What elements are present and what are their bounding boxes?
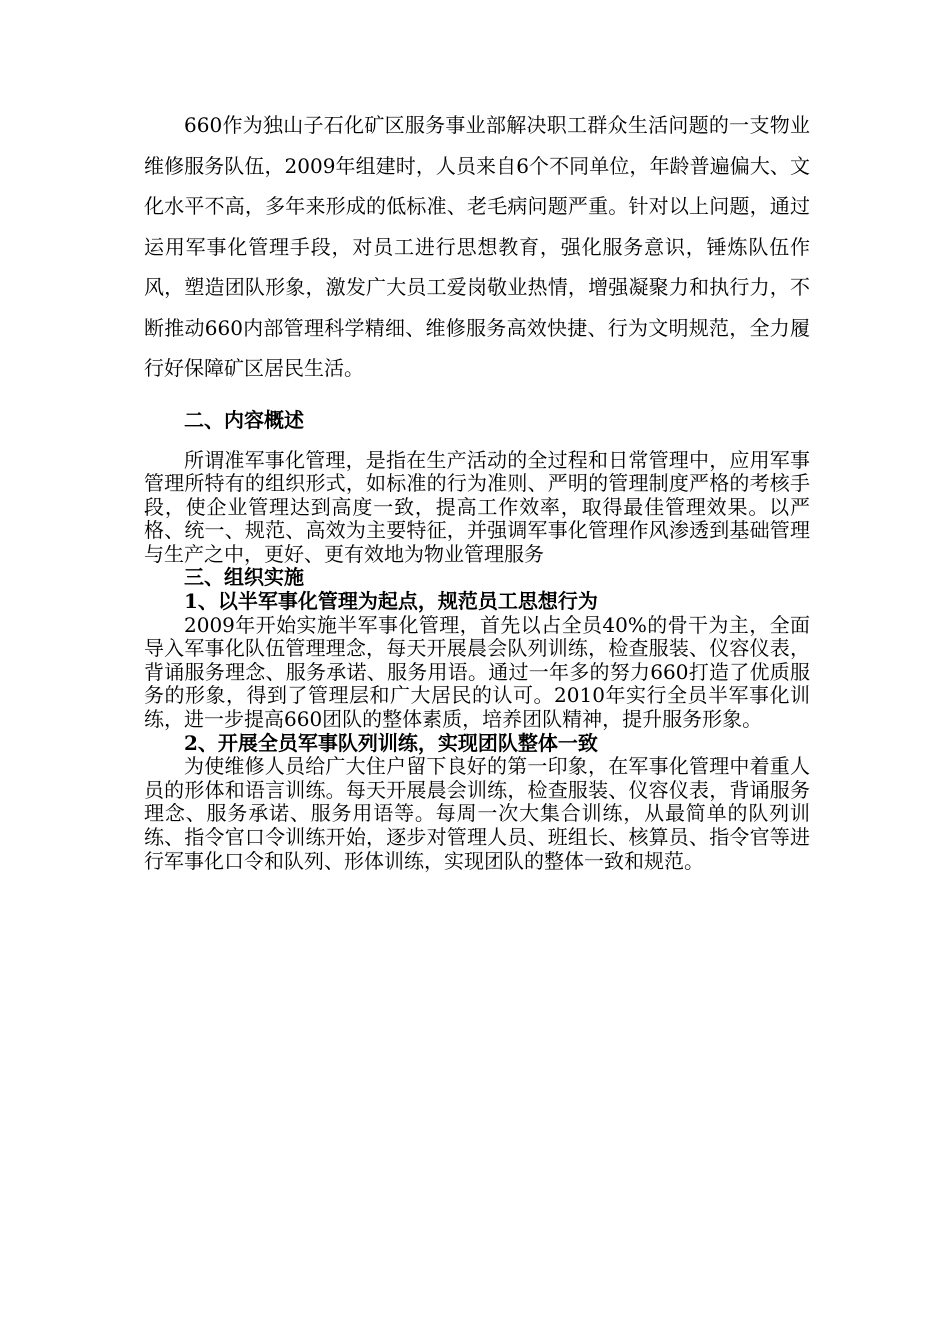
section-heading-implementation: 三、组织实施 xyxy=(184,565,304,590)
content-overview-paragraph: 所谓准军事化管理，是指在生产活动的全过程和日常管理中，应用军事管理所特有的组织形式，如标准的行为准则、严明的管理制度严格的考核手段，使企业管理达到高度一致，提高工作效率，取得最佳管理效果。以严格、统一、规范、高效为主要特征，并强调军事化管理作风渗透到基础管理与生产之中，更好、更有效地为物业管理服务 xyxy=(144,447,810,566)
subsection-heading-drill-training: 2、开展全员军事队列训练，实现团队整体一致 xyxy=(184,730,598,755)
semi-military-paragraph: 2009年开始实施半军事化管理，首先以占全员40%的骨干为主，全面导入军事化队伍管理理念，每天开展晨会队列训练，检查服装、仪容仪表，背诵服务理念、服务承诺、服务用语。通过一年多的努力660打造了优质服务的形象，得到了管理层和广大居民的认可。2010年实行全员半军事化训练，进一步提高660团队的整体素质，培养团队精神，提升服务形象。 xyxy=(144,612,810,732)
intro-paragraph: 660作为独山子石化矿区服务事业部解决职工群众生活问题的一支物业维修服务队伍，2009年组建时，人员来自6个不同单位，年龄普遍偏大、文化水平不高，多年来形成的低标准、老毛病问题严重。针对以上问题，通过运用军事化管理手段，对员工进行思想教育，强化服务意识，锤炼队伍作风，塑造团队形象，激发广大员工爱岗敬业热情，增强凝聚力和执行力，不断推动660内部管理科学精细、维修服务高效快捷、行为文明规范，全力履行好保障矿区居民生活。 xyxy=(144,113,810,380)
drill-training-paragraph: 为使维修人员给广大住户留下良好的第一印象，在军事化管理中着重人员的形体和语言训练。每天开展晨会训练，检查服装、仪容仪表，背诵服务理念、服务承诺、服务用语等。每周一次大集合训练，从最简单的队列训练、指令官口令训练开始，逐步对管理人员、班组长、核算员、指令官等进行军事化口令和队列、形体训练，实现团队的整体一致和规范。 xyxy=(144,754,810,873)
section-heading-content-overview: 二、内容概述 xyxy=(184,407,304,432)
document-page xyxy=(144,105,810,873)
subsection-heading-semi-military: 1、以半军事化管理为起点，规范员工思想行为 xyxy=(184,589,598,614)
